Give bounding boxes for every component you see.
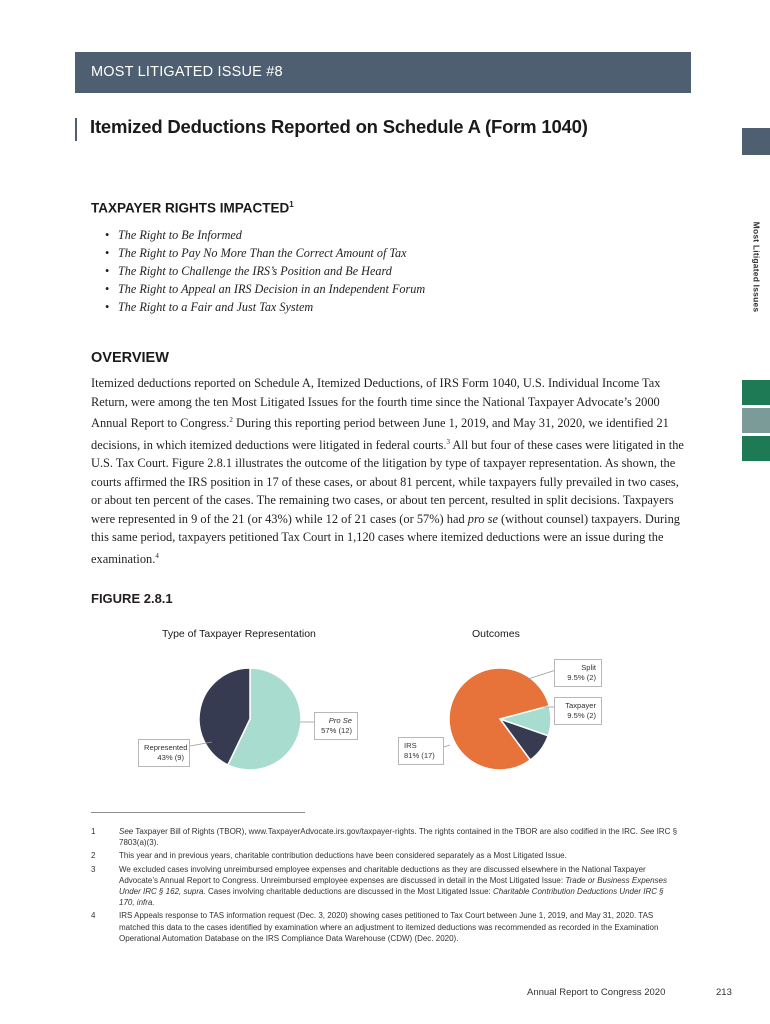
page-title: Itemized Deductions Reported on Schedule A (Form 1040) [90, 116, 588, 137]
footnote: 2 This year and in previous years, charitable contribution deductions have been considered separately as a Most Litigated Issue. [91, 851, 567, 861]
overview-paragraph: Itemized deductions reported on Schedule A, Itemized Deductions, of IRS Form 1040, U.S. Individual Income Tax Return, were among the ten Most Litigated Issues for the fourth time since the National Taxpayer Advocate’s 2000 Annual Report to Congress.$^2$ During this reporting period between June 1, 2019, and May 31, 2020, we identified 21 decisions, in which itemized deductions were litigated in federal courts.$^3$ All but four of these cases were litigated in the U.S. Tax Court. Figure 2.8.1 illustrates the outcome of the litigation by type of taxpayer representation. As shown, the courts affirmed the IRS position in 17 of these cases, or about 81 percent, while taxpayers fully prevailed in two cases, or about ten percent of the cases. The remaining two cases, or about ten percent, resulted in split decisions. Taxpayers were represented in 9 of the 21 (or 43%) while 12 of 21 cases (or 57%) had pro se (without counsel) taxpayers. During this same period, taxpayers petitioned Tax Court in 1,120 cases where itemized deductions were an issue during the examination.$^4$ [91, 376, 684, 566]
footnote: 3 We excluded cases involving unreimbursed employee expenses and charitable deductions as they are discussed elsewhere in the National Taxpayer Advocate’s Annual Report to Congress. Unreimbursed employee expenses are discussed in detail in the Most Litigated Issue: Trade or Business Expenses Under IRC § 162, supra. Cases involving charitable deductions are discussed in the Most Litigated Issue: Charitable Contribution Deductions Under IRC § 170, infra. [91, 864, 668, 908]
list-item: • The Right to Be Informed [106, 226, 425, 244]
side-tab-3[interactable] [742, 408, 770, 433]
pie-slice-pro-se [228, 668, 301, 770]
callout-taxpayer: Taxpayer 9.5% (2) [554, 697, 602, 725]
callout-pro-se: Pro Se 57% (12) [314, 712, 358, 740]
page-number: 213 [716, 987, 732, 998]
rights-heading: TAXPAYER RIGHTS IMPACTED$^1$ [91, 200, 294, 216]
overview-heading: OVERVIEW [91, 350, 169, 366]
section-banner: MOST LITIGATED ISSUE #8 [75, 52, 691, 93]
chart-title-outcomes: Outcomes [472, 628, 520, 640]
footer-report-name: Annual Report to Congress 2020 [527, 987, 666, 998]
title-accent-bar [75, 118, 77, 141]
list-item: • The Right to Challenge the IRS’s Position and Be Heard [106, 262, 425, 280]
list-item: • The Right to a Fair and Just Tax System [106, 298, 425, 316]
side-tab-1[interactable] [742, 128, 770, 155]
chart-title-representation: Type of Taxpayer Representation [162, 628, 316, 640]
callout-leader-line [528, 670, 556, 679]
callout-leader-line [444, 745, 450, 747]
list-item: • The Right to Pay No More Than the Correct Amount of Tax [106, 244, 425, 262]
pie-slice-taxpayer [500, 719, 548, 760]
pie-slice-represented [199, 668, 250, 765]
side-tab-2[interactable] [742, 380, 770, 405]
list-item: • The Right to Appeal an IRS Decision in an Independent Forum [106, 280, 425, 298]
side-tab-label: Most Litigated Issues [751, 221, 762, 313]
callout-irs: IRS 81% (17) [398, 737, 444, 765]
footnote-rule [91, 812, 305, 813]
figure-label: FIGURE 2.8.1 [91, 591, 173, 606]
footnotes [91, 826, 681, 946]
rights-list [106, 226, 425, 316]
callout-leader-line [190, 742, 212, 746]
footnote: 1 See Taxpayer Bill of Rights (TBOR), www.TaxpayerAdvocate.irs.gov/taxpayer-rights. The rights contained in the TBOR are also codified in the IRC. See IRC § 7803(a)(3). [91, 827, 678, 848]
side-tab-4[interactable] [742, 436, 770, 461]
pie-slice-split [500, 706, 551, 736]
footnote: 4 IRS Appeals response to TAS information request (Dec. 3, 2020) showing cases petitioned to Tax Court between June 1, 2019, and May 31, 2020. TAS matched this data to the cases identified by examination where an adjustment to itemized deductions was recommended as recorded in the Examination Operational Automation Database on the IRS Compliance Data Warehouse (CDW) (Dec. 2020). [91, 911, 659, 943]
callout-represented: Represented 43% (9) [138, 739, 190, 767]
callout-split: Split 9.5% (2) [554, 659, 602, 687]
pie-slice-irs [449, 668, 549, 770]
